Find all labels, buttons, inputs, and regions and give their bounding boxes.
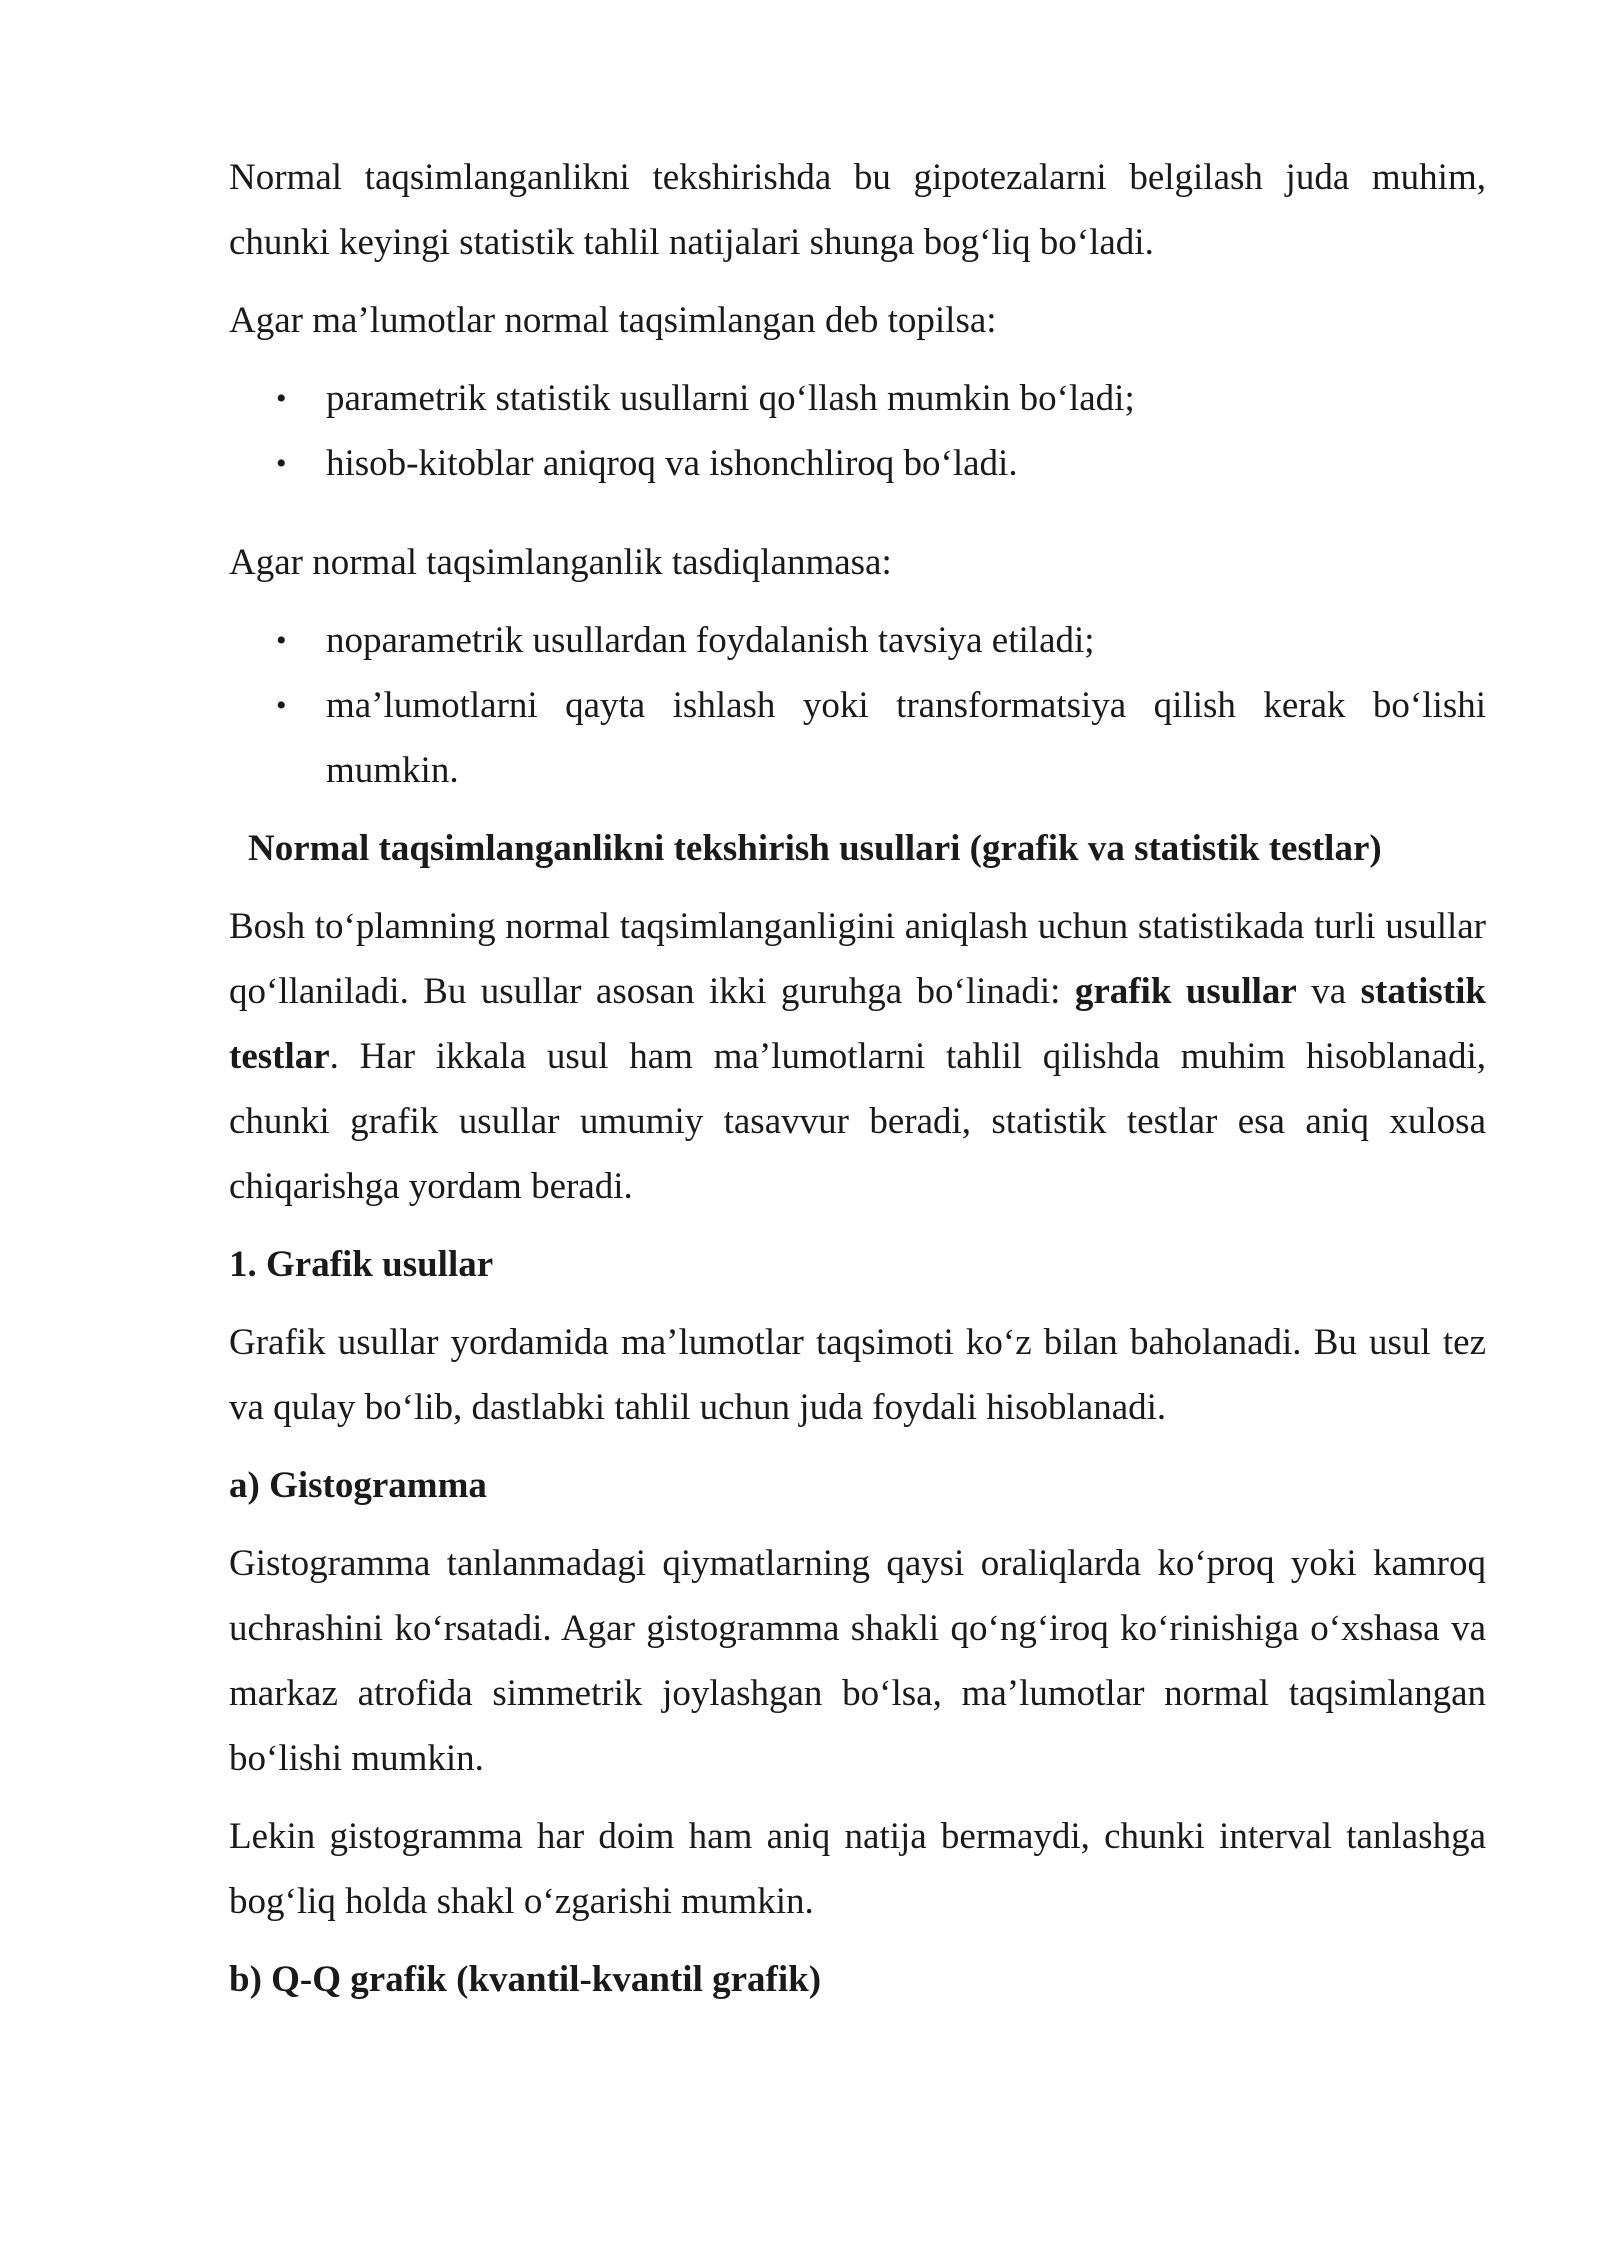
section-heading: Normal taqsimlanganlikni tekshirish usullari (grafik va statistik testlar) — [248, 828, 1382, 869]
list-item: • hisob-kitoblar aniqroq va ishonchliroq bo‘ladi. — [229, 431, 1486, 496]
if-normal-lead: Agar ma’lumotlar normal taqsimlangan deb topilsa: — [229, 300, 997, 341]
section-paragraph-text: Bosh to‘plamning normal taqsimlanganligini aniqlash uchun statistikada turli usullar qo‘llaniladi. Bu usullar asosan ikki guruhga bo‘linadi: — [229, 906, 1486, 1012]
if-normal-list — [229, 366, 1486, 496]
histogram-paragraph: Gistogramma tanlanmadagi qiymatlarning qaysi oraliqlarda ko‘proq yoki kamroq uchrashini ko‘rsatadi. Agar gistogramma shakli qo‘ng‘iroq ko‘rinishiga o‘xshasa va markaz atrofida simmetrik joylashgan bo‘lsa, ma’lumotlar normal taqsimlangan bo‘lishi mumkin. — [229, 1543, 1486, 1779]
bold-term-graphical-methods: grafik usullar — [1074, 971, 1297, 1012]
page-content — [229, 145, 1486, 2012]
if-not-normal-list — [229, 608, 1486, 803]
intro-paragraph: Normal taqsimlanganlikni tekshirishda bu gipotezalarni belgilash juda muhim, chunki keyingi statistik tahlil natijalari shunga bog‘liq bo‘ladi. — [229, 157, 1486, 263]
list-item: • parametrik statistik usullarni qo‘llash mumkin bo‘ladi; — [229, 366, 1486, 431]
section-paragraph-text: va — [1296, 971, 1361, 1012]
subheading-graphical-methods: 1. Grafik usullar — [229, 1244, 494, 1285]
list-item: • noparametrik usullardan foydalanish tavsiya etiladi; — [229, 608, 1486, 673]
section-paragraph — [229, 894, 1486, 1219]
if-not-normal-lead: Agar normal taqsimlanganlik tasdiqlanmasa: — [229, 542, 892, 583]
subheading-qq-plot: b) Q-Q grafik (kvantil-kvantil grafik) — [229, 1959, 822, 2000]
graphical-methods-paragraph: Grafik usullar yordamida ma’lumotlar taqsimoti ko‘z bilan baholanadi. Bu usul tez va qulay bo‘lib, dastlabki tahlil uchun juda foydali hisoblanadi. — [229, 1322, 1486, 1428]
bold-term-statistical-tests: statistik testlar — [229, 971, 1486, 1077]
list-item: • ma’lumotlarni qayta ishlash yoki transformatsiya qilish kerak bo‘lishi mumkin. — [229, 673, 1486, 803]
histogram-caveat-paragraph: Lekin gistogramma har doim ham aniq natija bermaydi, chunki interval tanlashga bog‘liq holda shakl o‘zgarishi mumkin. — [229, 1816, 1486, 1922]
section-paragraph-text: . Har ikkala usul ham ma’lumotlarni tahlil qilishda muhim hisoblanadi, chunki grafik usullar umumiy tasavvur beradi, statistik testlar esa aniq xulosa chiqarishga yordam beradi. — [229, 1036, 1486, 1207]
subheading-histogram: a) Gistogramma — [229, 1465, 487, 1506]
